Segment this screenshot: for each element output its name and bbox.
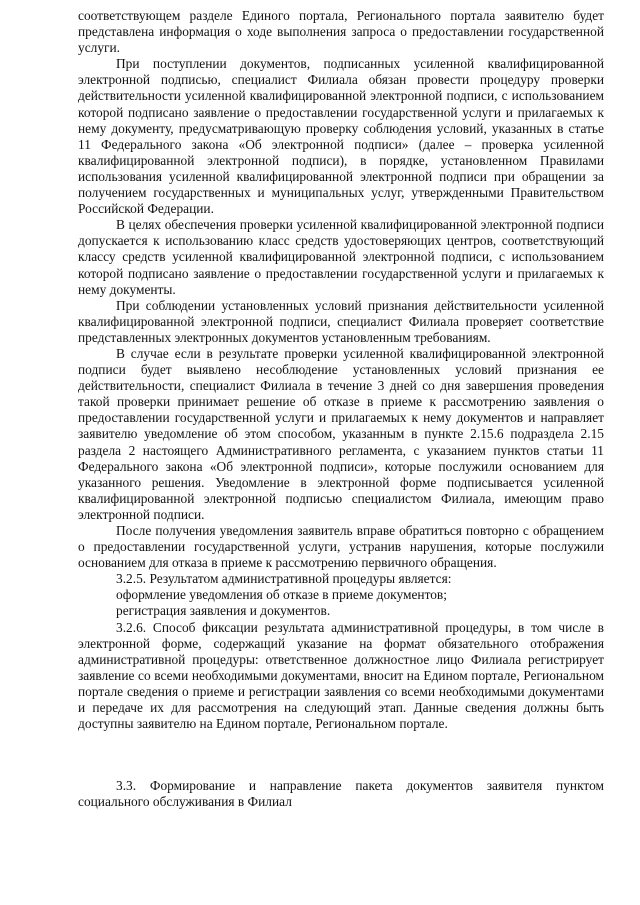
paragraph-result-heading: 3.2.5. Результатом административной процедуры является: xyxy=(116,571,452,587)
paragraph-signature-check: При поступлении документов, подписанных усиленной квалифицированной электронной подписью, специалист Филиала обязан провести процедуру проверки действительности усиленной квалифицированной электронной подписи, с использованием которой подписано заявление о предоставлении государственной услуги и прилагаемых к нему документу, предусматривающую проверку соблюдения условий, указанных в статье 11 Федерального закона «Об электронной подписи» (далее – проверка усиленной квалифицированной электронной подписи), в порядке, установленном Правилами использования усиленной квалифицированной электронной подписи при обращении за получением государственных и муниципальных услуг, утвержденными Правительством Российской Федерации. xyxy=(78,56,604,217)
paragraph-certification-class: В целях обеспечения проверки усиленной квалифицированной электронной подписи допускается к использованию класс средств удостоверяющих центров, соответствующий классу средств усиленной квалифицированной электронной подписи, с использованием которой подписано заявление о предоставлении государственной услуги и прилагаемых к нему документы. xyxy=(78,217,604,297)
paragraph-recording-method: 3.2.6. Способ фиксации результата административной процедуры, в том числе в электронной форме, содержащий указание на формат обязательного отображения административной процедуры: ответственное должностное лицо Филиала регистрирует заявление со всеми необходимыми документами, вносит на Едином портале, Региональном портале сведения о приеме и регистрации заявления со всеми необходимыми документами и передаче их для рассмотрения на следующий этап. Данные сведения должны быть доступны заявителю на Едином портале, Региональном портале. xyxy=(78,619,604,732)
paragraph-result-item-1: оформление уведомления об отказе в приеме документов; xyxy=(116,587,447,603)
paragraph-repeat-request: После получения уведомления заявитель вправе обратиться повторно с обращением о предоставлении государственной услуги, устранив нарушения, которые послужили основанием для отказа в приеме к рассмотрению первичного обращения. xyxy=(78,523,604,571)
paragraph-result-item-2: регистрация заявления и документов. xyxy=(116,603,331,619)
section-heading-3-3: 3.3. Формирование и направление пакета документов заявителя пунктом социального обслуживания в Филиал xyxy=(78,778,604,810)
paragraph-validity-conditions: При соблюдении установленных условий признания действительности усиленной квалифицированной электронной подписи, специалист Филиала проверяет соответствие представленных электронных документов установленным требованиям. xyxy=(78,297,604,345)
document-body xyxy=(78,8,604,810)
paragraph-continuation: соответствующем разделе Единого портала, Регионального портала заявителю будет представлена информация о ходе выполнения запроса о предоставлении государственной услуги. xyxy=(78,8,604,56)
paragraph-refusal-case: В случае если в результате проверки усиленной квалифицированной электронной подписи будет выявлено несоблюдение установленных условий признания ее действительности, специалист Филиала в течение 3 дней со дня завершения проведения такой проверки принимает решение об отказе в приеме к рассмотрению заявления о предоставлении государственной услуги и прилагаемых к нему документов и направляет заявителю уведомление об этом способом, указанным в пункте 2.15.6 подраздела 2.15 раздела 2 настоящего Административного регламента, с указанием пунктов статьи 11 Федерального закона «Об электронной подписи», которые послужили основанием для указанного решения. Уведомление в электронной форме подписывается усиленной квалифицированной электронной подписью специалистом Филиала, имеющим право электронной подписи. xyxy=(78,345,604,522)
